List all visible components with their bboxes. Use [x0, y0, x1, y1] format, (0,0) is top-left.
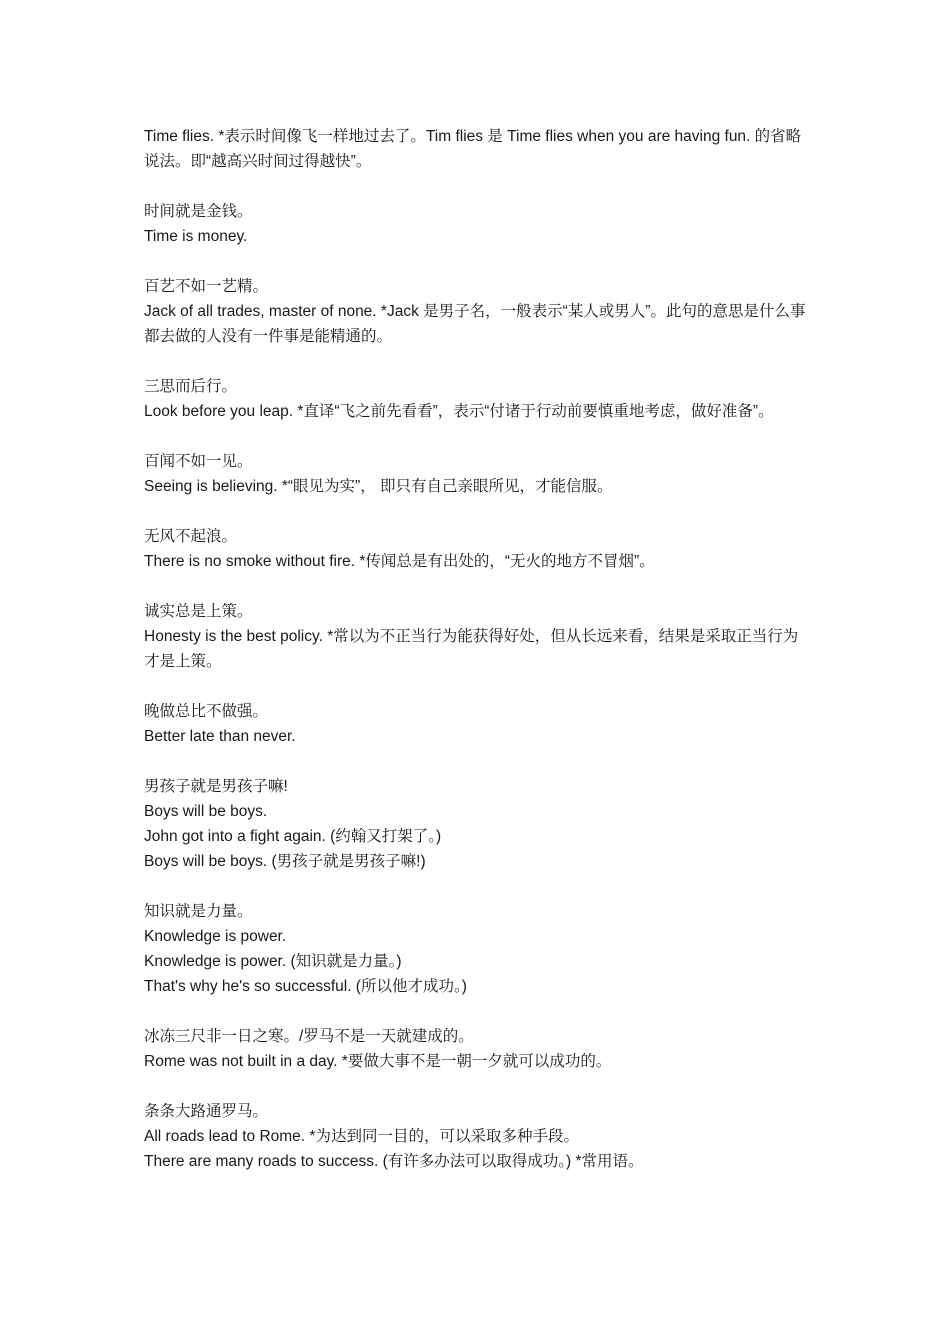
proverb-english: All roads lead to Rome. *为达到同一目的，可以采取多种手段。: [144, 1128, 579, 1145]
proverb-entry-honesty: [144, 599, 810, 674]
proverb-chinese: 冰冻三尺非一日之寒。/罗马不是一天就建成的。: [144, 1028, 474, 1045]
proverb-chinese: 无风不起浪。: [144, 528, 238, 545]
example-sentence: There are many roads to success. (有许多办法可以取得成功。) *常用语。: [144, 1153, 644, 1170]
proverb-english: Look before you leap. *直译“飞之前先看看”，表示“付诸于行动前要慎重地考虑，做好准备”。: [144, 403, 774, 420]
proverb-english: Jack of all trades, master of none. *Jack 是男子名，一般表示“某人或男人”。此句的意思是什么事都去做的人没有一件事是能精通的。: [144, 303, 806, 345]
proverb-entry-time-flies: [144, 124, 810, 174]
proverb-entry-jack-of-all-trades: [144, 274, 810, 349]
proverb-entry-no-smoke-without-fire: [144, 524, 810, 574]
proverb-chinese: 晚做总比不做强。: [144, 703, 269, 720]
proverb-chinese: 三思而后行。: [144, 378, 238, 395]
proverb-english: Seeing is believing. *“眼见为实”， 即只有自己亲眼所见，才能信服。: [144, 478, 613, 495]
example-sentence: Boys will be boys. (男孩子就是男孩子嘛!): [144, 853, 426, 870]
proverb-english: Rome was not built in a day. *要做大事不是一朝一夕就可以成功的。: [144, 1053, 612, 1070]
proverb-line: Time flies. *表示时间像飞一样地过去了。Tim flies 是 Time flies when you are having fun. 的省略说法。即“越高兴时间过得越快”。: [144, 128, 802, 170]
proverb-chinese: 诚实总是上策。: [144, 603, 253, 620]
proverb-chinese: 条条大路通罗马。: [144, 1103, 269, 1120]
proverb-english: Knowledge is power.: [144, 928, 287, 945]
proverb-english: There is no smoke without fire. *传闻总是有出处的，“无火的地方不冒烟”。: [144, 553, 655, 570]
proverb-entry-time-is-money: [144, 199, 810, 249]
proverb-english: Better late than never.: [144, 728, 296, 745]
proverb-entry-rome-not-built: [144, 1024, 810, 1074]
proverb-chinese: 男孩子就是男孩子嘛!: [144, 778, 288, 795]
proverb-entry-look-before-you-leap: [144, 374, 810, 424]
proverb-chinese: 百闻不如一见。: [144, 453, 253, 470]
proverb-english: Honesty is the best policy. *常以为不正当行为能获得好处，但从长远来看，结果是采取正当行为才是上策。: [144, 628, 799, 670]
proverb-chinese: 时间就是金钱。: [144, 203, 253, 220]
proverb-english: Boys will be boys.: [144, 803, 268, 820]
proverb-entry-better-late: [144, 699, 810, 749]
example-sentence: That's why he's so successful. (所以他才成功。): [144, 978, 467, 995]
proverb-entry-seeing-is-believing: [144, 449, 810, 499]
proverb-entry-all-roads: [144, 1099, 810, 1174]
proverb-chinese: 百艺不如一艺精。: [144, 278, 269, 295]
proverb-chinese: 知识就是力量。: [144, 903, 253, 920]
proverb-entry-knowledge-is-power: [144, 899, 810, 999]
document-body: [144, 124, 810, 1199]
proverb-english: Time is money.: [144, 228, 248, 245]
proverb-entry-boys-will-be-boys: [144, 774, 810, 874]
example-sentence: Knowledge is power. (知识就是力量。): [144, 953, 402, 970]
example-sentence: John got into a fight again. (约翰又打架了。): [144, 828, 442, 845]
